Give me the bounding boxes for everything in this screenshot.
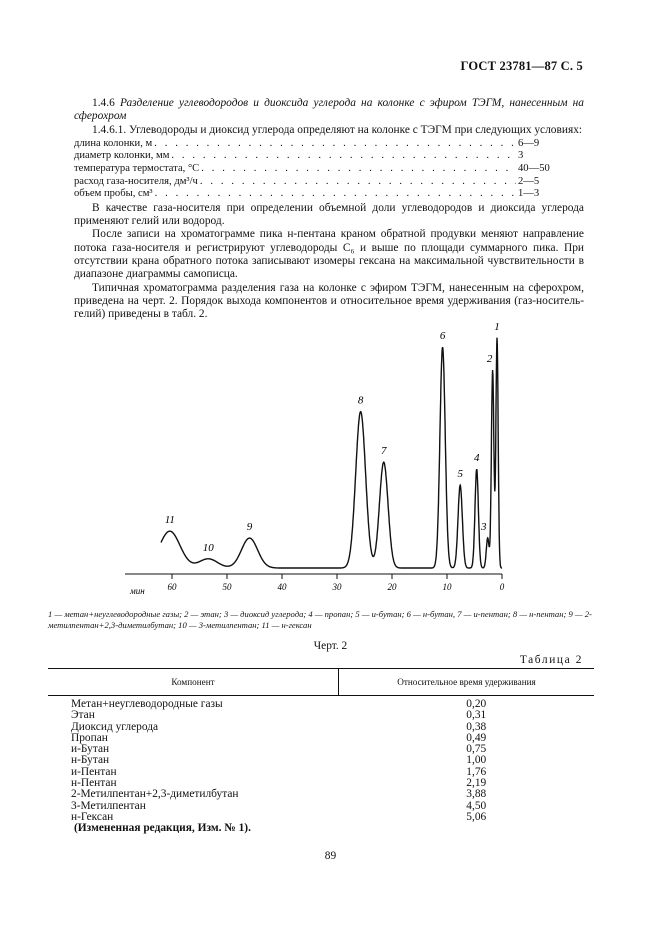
carrier-gas-paragraph: В качестве газа-носителя при определении объемной доли углеводородов и диоксида углерода применяют гелий или водород.: [74, 201, 584, 228]
conditions-list: [74, 138, 584, 201]
peak-label: 1: [494, 321, 500, 333]
section-title: Разделение углеводородов и диоксида углерода на колонке с эфиром ТЭГМ, нанесенным на сферохром: [74, 97, 584, 123]
main-text: [74, 97, 584, 322]
table-row: [48, 789, 594, 800]
condition-label: длина колонки, м: [74, 137, 153, 149]
retention-value: 3,88: [466, 788, 487, 801]
retention-value: 1,00: [466, 754, 487, 767]
table-body: [48, 696, 594, 824]
leader-dots: [171, 150, 516, 163]
table-label: Таблица 2: [519, 654, 583, 666]
condition-value: 40—50: [518, 163, 550, 175]
page-number: 89: [324, 850, 337, 862]
table-row: [48, 801, 594, 812]
component-name: и-Пентан: [71, 765, 117, 778]
retention-value: 0,75: [466, 743, 487, 756]
subsection-intro: 1.4.6.1. Углеводороды и диоксид углерода определяют на колонке с ТЭГМ при следующих условиях:: [92, 123, 583, 136]
peak-label: 7: [381, 445, 387, 458]
retention-value: 0,49: [466, 731, 487, 744]
chromatogram-chart: [100, 318, 520, 608]
x-axis-ticks: [168, 574, 505, 592]
table-row: [48, 696, 594, 711]
condition-row: [74, 150, 584, 163]
peak-label: 10: [202, 541, 214, 554]
condition-value: 6—9: [518, 137, 540, 149]
peak-label: 8: [357, 394, 364, 407]
condition-value: 1—3: [518, 188, 540, 200]
condition-row: [74, 163, 584, 176]
condition-row: [74, 188, 584, 201]
section-heading: [74, 97, 584, 124]
section-number: 1.4.6: [92, 97, 115, 109]
component-name: Диоксид углерода: [71, 720, 159, 733]
x-axis-label: мин: [130, 586, 145, 596]
retention-value: 4,50: [466, 799, 487, 812]
x-tick-label: 0: [499, 582, 505, 592]
component-name: н-Бутан: [71, 754, 110, 767]
leader-dots: [155, 188, 516, 201]
leader-dots: [200, 176, 516, 189]
chromatogram-trace: [161, 338, 502, 568]
peak-labels: [165, 321, 500, 554]
table-row: [48, 767, 594, 778]
condition-label: диаметр колонки, мм: [74, 150, 170, 162]
leader-dots: [201, 163, 516, 176]
retention-value: 5,06: [466, 810, 487, 823]
table-row: [48, 722, 594, 733]
table-header-row: [48, 669, 594, 696]
x-tick-label: 60: [167, 582, 177, 592]
component-name: н-Пентан: [71, 777, 117, 790]
column-header-component: Компонент: [48, 669, 339, 696]
condition-value: 3: [518, 150, 524, 162]
figure-label: Черт. 2: [313, 640, 348, 652]
peak-label: 6: [439, 330, 446, 343]
component-name: н-Гексан: [71, 810, 114, 823]
table-row: [48, 755, 594, 766]
table-row: [48, 744, 594, 755]
x-tick-label: 10: [442, 582, 452, 592]
component-name: Этан: [71, 709, 95, 722]
peak-label: 2: [486, 353, 493, 366]
component-name: Метан+неуглеводородные газы: [71, 698, 223, 710]
leader-dots: [154, 138, 516, 151]
x-tick-label: 30: [332, 582, 342, 592]
x-tick-label: 20: [387, 582, 397, 592]
table-row: [48, 733, 594, 744]
retention-value: 0,38: [466, 720, 487, 733]
component-name: 2-Метилпентан+2,3-диметилбутан: [71, 788, 239, 801]
peak-label: 4: [473, 452, 480, 465]
peak-label: 9: [246, 521, 253, 534]
condition-label: объем пробы, см³: [74, 188, 153, 200]
x-tick-label: 50: [222, 582, 232, 592]
column-header-retention: Относительное время удерживания: [339, 669, 595, 696]
component-name: и-Бутан: [71, 743, 110, 756]
condition-row: [74, 138, 584, 151]
peak-label: 11: [164, 514, 175, 527]
retention-table: [48, 668, 594, 823]
condition-row: [74, 176, 584, 189]
chromatogram-paragraph: Типичная хроматограмма разделения газа на колонке с эфиром ТЭГМ, нанесенным на сферохром, приведена на черт. 2. Порядок выхода компонентов и относительное время удерживания (газ-носитель-гелий) приведены в табл. 2.: [74, 281, 584, 321]
condition-label: расход газа-носителя, дм³/ч: [74, 175, 198, 187]
retention-value: 2,19: [466, 777, 487, 790]
condition-value: 2—5: [518, 175, 540, 187]
peak-label: 5: [457, 468, 463, 481]
component-name: 3-Метилпентан: [71, 799, 146, 812]
retention-value: 0,20: [466, 698, 487, 710]
table-row: [48, 710, 594, 721]
figure-caption: 1 — метан+неуглеводородные газы; 2 — этан; 3 — диоксид углерода; 4 — пропан; 5 — и-бутан; 6 — н-бутан, 7 — и-пентан; 8 — н-пентан; 9 — 2-метилпентан+2,3-диметилбутан; 10 — 3-метилпентан; 11 — н-гексан: [48, 609, 592, 631]
retention-value: 0,31: [466, 709, 487, 722]
retention-value: 1,76: [466, 765, 487, 778]
amendment-note: (Измененная редакция, Изм. № 1).: [74, 822, 251, 834]
page-header: ГОСТ 23781—87 С. 5: [460, 59, 583, 73]
backflush-paragraph: После записи на хроматограмме пика н-пентана краном обратной продувки меняют направление потока газа-носителя и регистрируют углеводороды C₆ и выше по площади суммарного пика. При отсутствии крана обратного потока записывают изомеры гексана на максимальной чувствительности в диапазоне диаграммы самописца.: [74, 228, 584, 281]
condition-label: температура термостата, °C: [74, 163, 200, 175]
x-tick-label: 40: [277, 582, 287, 592]
component-name: Пропан: [71, 731, 108, 744]
peak-label: 3: [480, 521, 487, 534]
